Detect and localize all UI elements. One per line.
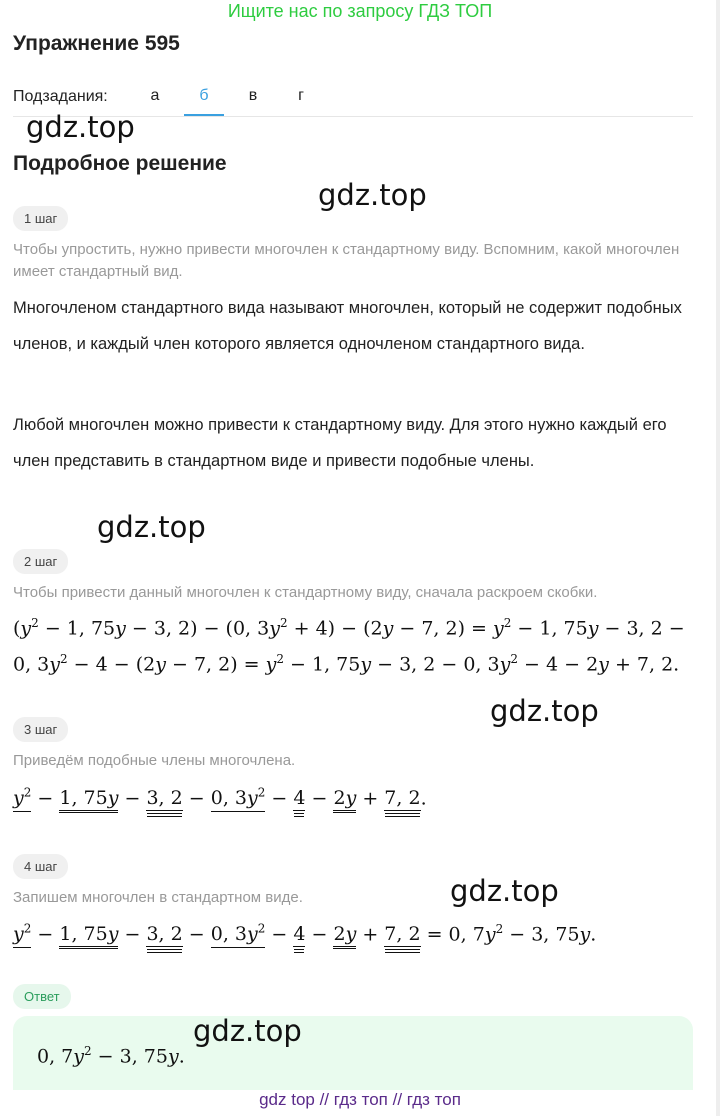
section-title: Подробное решение bbox=[13, 152, 227, 175]
step-badge: 3 шаг bbox=[13, 717, 68, 742]
tab-v[interactable]: в bbox=[248, 87, 258, 104]
watermark: gdz.top bbox=[318, 178, 427, 212]
answer-formula: 0, $7y^2 - 3$, 75y. bbox=[37, 1044, 185, 1068]
step-paragraph: Многочленом стандартного вида называют многочлен, который не содержит подобных членов, и каждый член которого является одночленом стандартного вида. bbox=[13, 299, 682, 353]
formula-expand-line1: ($y^2 - 1$, 75y − 3, 2) − (0, $3y^2 + 4) - (2y - 7$, $2) = y^2 - 1$, 75y − 3, 2 − bbox=[13, 616, 685, 640]
tab-g[interactable]: г bbox=[298, 87, 304, 104]
step-badge: 4 шаг bbox=[13, 854, 68, 879]
formula-standard-form: $y^2 - 1$, 75y − 3, 2 − 0, $3y^2 - 4 - 2y + 7$, 2 = 0, $7y^2 - 3$, 75y. bbox=[13, 922, 596, 945]
footer-links[interactable]: gdz top // гдз топ // гдз топ bbox=[259, 1090, 461, 1109]
step-hint: Приведём подобные члены многочлена. bbox=[13, 752, 296, 769]
tab-a[interactable]: а bbox=[150, 87, 160, 104]
step-hint: Запишем многочлен в стандартном виде. bbox=[13, 889, 303, 906]
promo-banner[interactable]: Ищите нас по запросу ГДЗ ТОП bbox=[227, 1, 493, 21]
watermark: gdz.top bbox=[490, 694, 599, 728]
watermark: gdz.top bbox=[450, 874, 559, 908]
scrollbar[interactable] bbox=[716, 0, 720, 1116]
watermark: gdz.top bbox=[97, 510, 206, 544]
step-badge: 1 шаг bbox=[13, 206, 68, 231]
tab-b[interactable]: б bbox=[184, 86, 224, 116]
watermark: gdz.top bbox=[26, 110, 135, 144]
step-hint: Чтобы привести данный многочлен к стандартному виду, сначала раскроем скобки. bbox=[13, 584, 598, 601]
formula-like-terms: $y^2 - 1$, 75y − 3, 2 − 0, $3y^2 - 4 - 2y + 7$, 2. bbox=[13, 786, 427, 809]
step-hint: Чтобы упростить, нужно привести многочлен к стандартному виду. Вспомним, какой многочлен имеет стандартный вид. bbox=[13, 241, 680, 280]
page-title: Упражнение 595 bbox=[13, 32, 180, 55]
formula-expand-line2: 0, $3y^2 - 4 - (2y - 7$, $2) = y^2 - 1$, 75y − 3, 2 − 0, $3y^2 - 4 - 2y + 7$, 2. bbox=[13, 652, 680, 676]
watermark: gdz.top bbox=[193, 1014, 302, 1048]
step-badge: 2 шаг bbox=[13, 549, 68, 574]
answer-badge: Ответ bbox=[13, 984, 71, 1009]
step-paragraph: Любой многочлен можно привести к стандартному виду. Для этого нужно каждый его член представить в стандартном виде и привести подобные члены. bbox=[13, 416, 667, 470]
subtasks-label: Подзадания: bbox=[13, 88, 108, 105]
